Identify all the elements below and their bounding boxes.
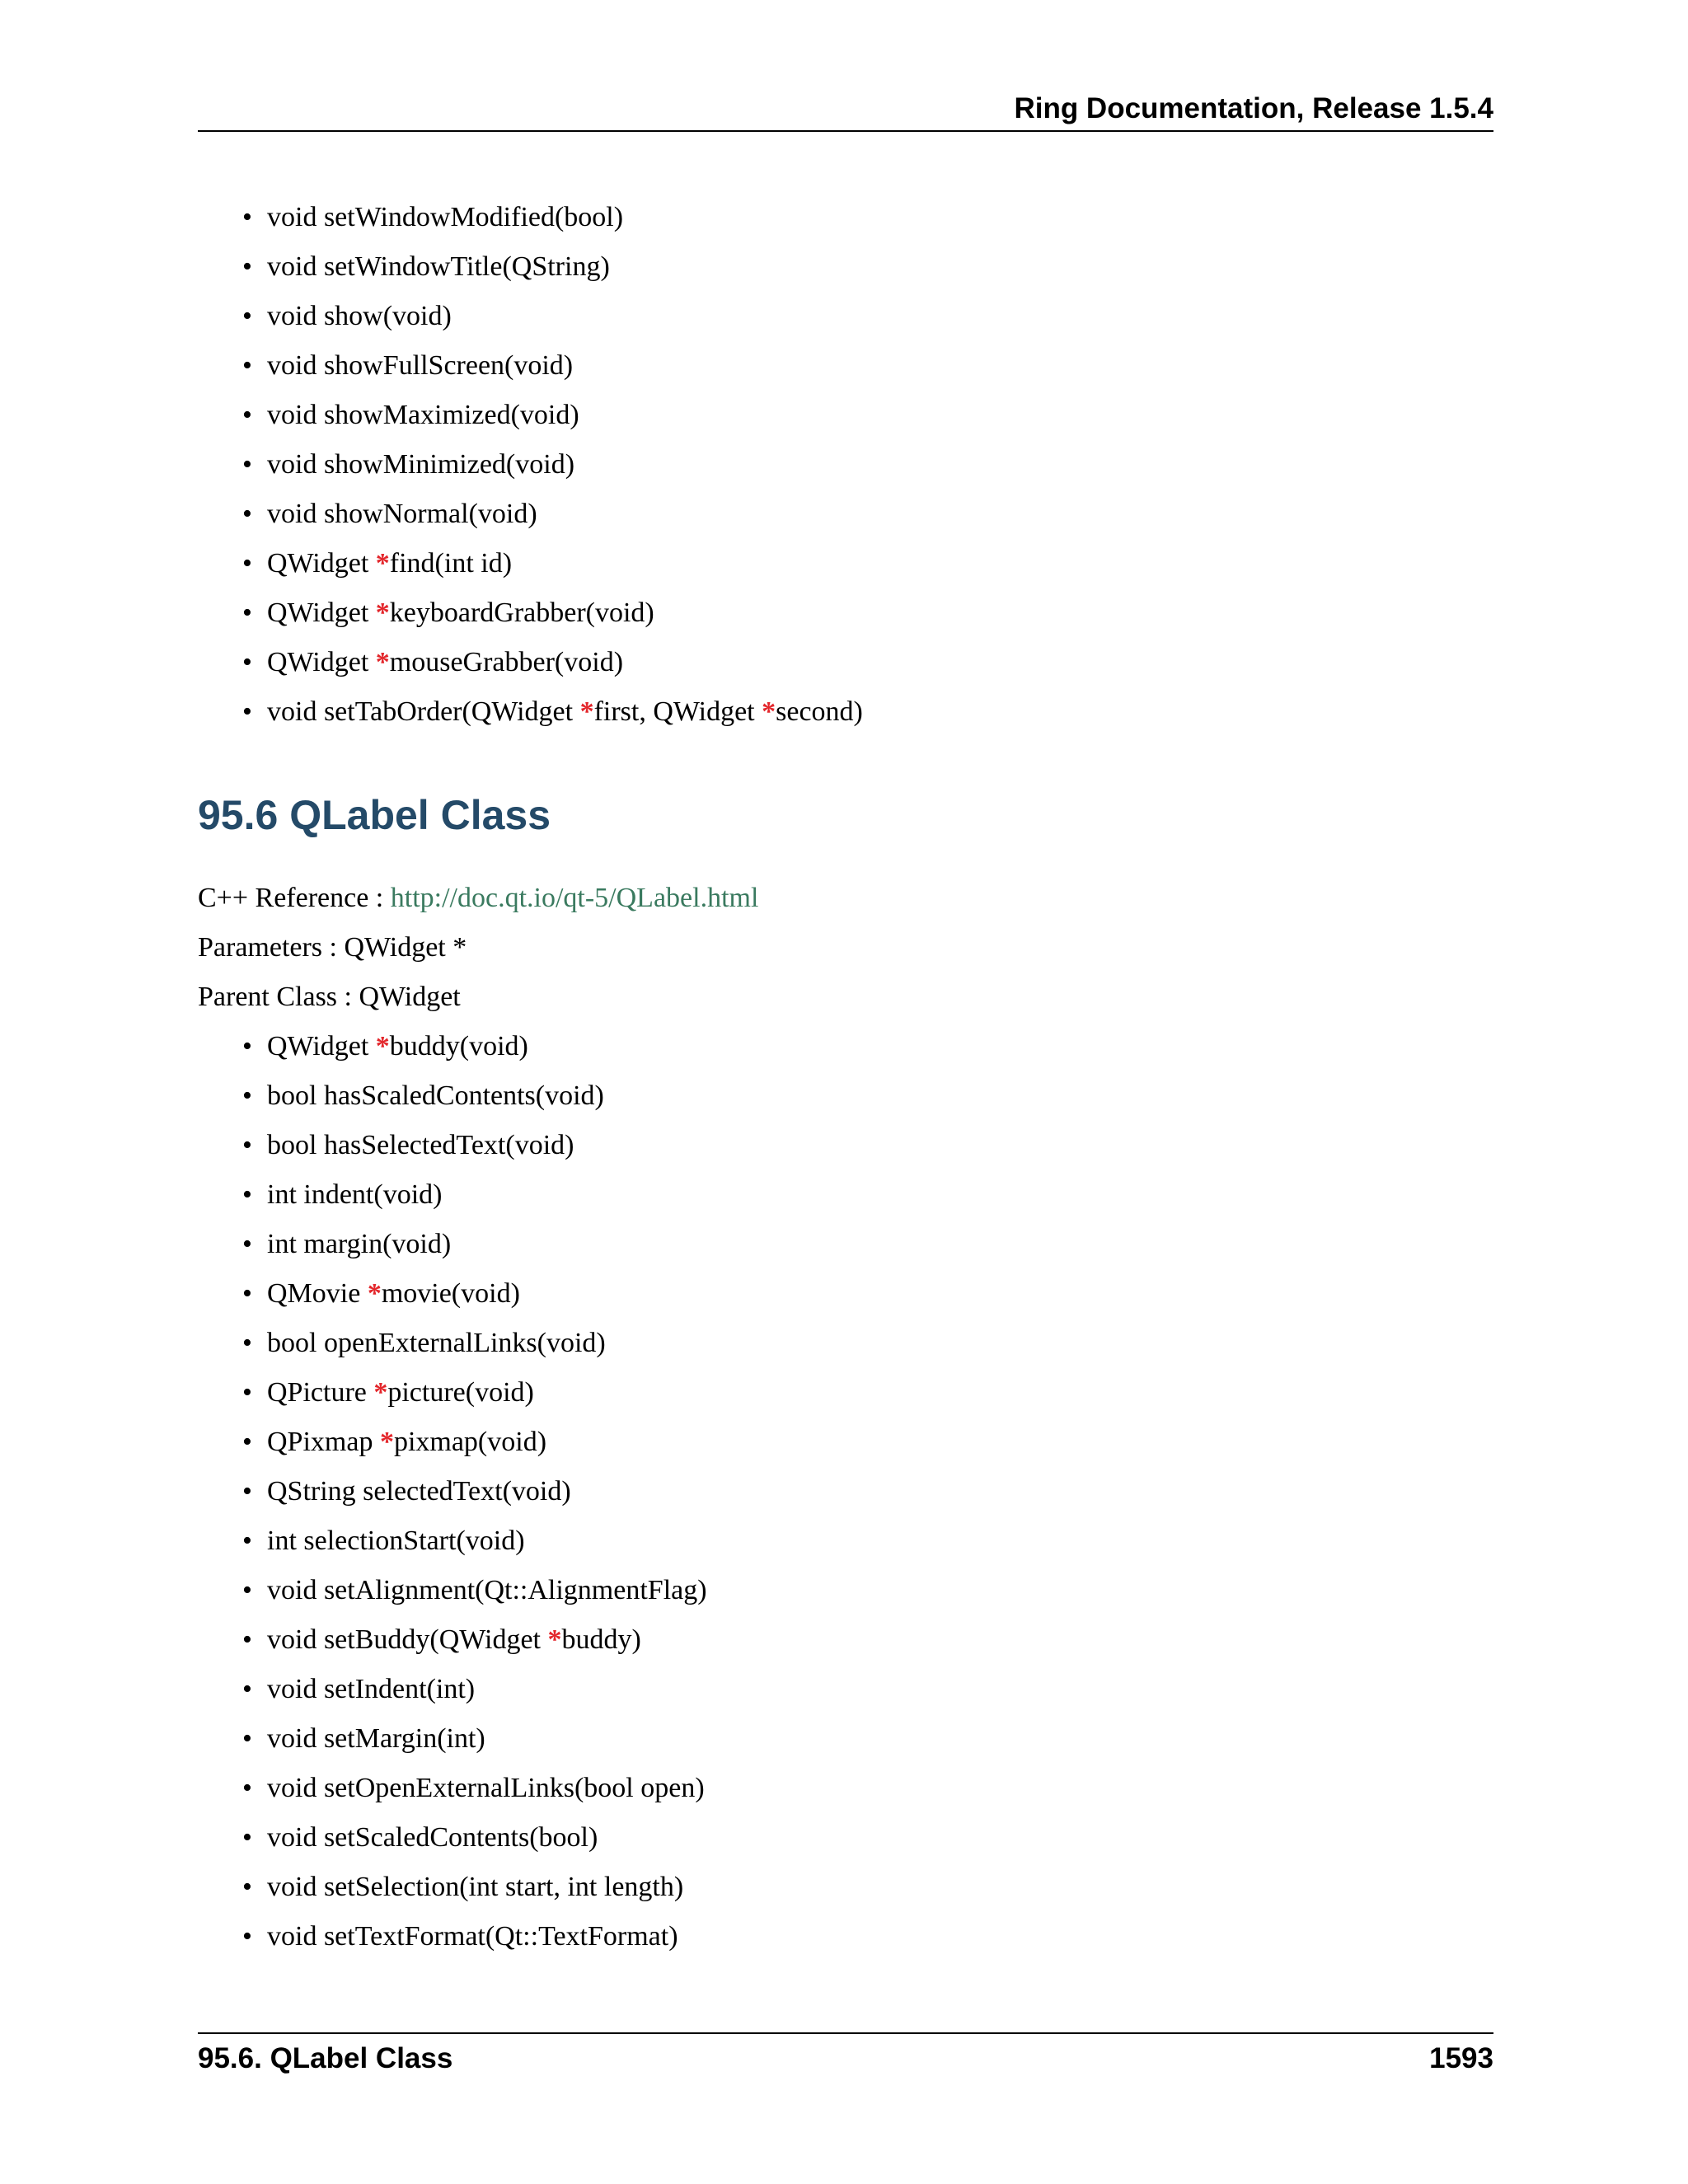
- bullet-icon: •: [242, 1377, 252, 1408]
- method-signature-text: void setOpenExternalLinks(bool open): [267, 1773, 705, 1803]
- method-signature-text: find(int id): [389, 548, 513, 579]
- list-item: [242, 1764, 1396, 1813]
- bullet-icon: •: [242, 1624, 252, 1655]
- bullet-icon: •: [242, 1723, 252, 1754]
- list-item: [242, 193, 1396, 242]
- method-signature-text: QMovie: [267, 1278, 368, 1309]
- bullet-icon: •: [242, 400, 252, 430]
- cpp-reference-link[interactable]: http://doc.qt.io/qt-5/QLabel.html: [390, 883, 759, 913]
- method-signature-text: void setWindowTitle(QString): [267, 251, 610, 282]
- list-item: [242, 1170, 1396, 1220]
- section-heading: 95.6 QLabel Class: [198, 792, 551, 838]
- pointer-asterisk: *: [375, 647, 390, 677]
- method-signature-text: mouseGrabber(void): [389, 647, 624, 677]
- method-list-qlabel: [242, 1022, 1396, 1961]
- method-signature-text: void setSelection(int start, int length): [267, 1872, 684, 1902]
- method-signature-text: void setWindowModified(bool): [267, 202, 624, 232]
- method-signature-text: QWidget: [267, 548, 376, 579]
- pointer-asterisk: *: [379, 1427, 394, 1457]
- method-signature-text: QWidget: [267, 647, 376, 677]
- method-signature-text: bool openExternalLinks(void): [267, 1328, 606, 1358]
- bullet-icon: •: [242, 1080, 252, 1111]
- pointer-asterisk: *: [762, 696, 776, 727]
- list-item: [242, 1071, 1396, 1121]
- method-signature-text: void setScaledContents(bool): [267, 1822, 598, 1853]
- method-signature-text: QString selectedText(void): [267, 1476, 571, 1507]
- list-item: [242, 1368, 1396, 1418]
- pointer-asterisk: *: [367, 1278, 382, 1309]
- bullet-icon: •: [242, 301, 252, 331]
- bullet-icon: •: [242, 647, 252, 677]
- list-item: [242, 1516, 1396, 1566]
- cpp-reference-label: C++ Reference :: [198, 883, 391, 913]
- method-signature-text: void setTextFormat(Qt::TextFormat): [267, 1921, 678, 1952]
- list-item: [242, 1319, 1396, 1368]
- method-signature-text: void showMinimized(void): [267, 449, 575, 480]
- method-signature-text: void setBuddy(QWidget: [267, 1624, 548, 1655]
- bullet-icon: •: [242, 1476, 252, 1507]
- page-header: [198, 91, 1493, 132]
- list-item: [242, 292, 1396, 341]
- list-item: [242, 1220, 1396, 1269]
- list-item: [242, 341, 1396, 391]
- list-item: [242, 1418, 1396, 1467]
- bullet-icon: •: [242, 1179, 252, 1210]
- list-item: [242, 1863, 1396, 1912]
- cpp-reference: [198, 874, 758, 923]
- pointer-asterisk: *: [375, 548, 390, 579]
- list-item: [242, 391, 1396, 440]
- list-item: [242, 1566, 1396, 1615]
- method-signature-text: picture(void): [387, 1377, 534, 1408]
- method-signature-text: pixmap(void): [393, 1427, 547, 1457]
- list-item: [242, 638, 1396, 687]
- pointer-asterisk: *: [375, 598, 390, 628]
- bullet-icon: •: [242, 1773, 252, 1803]
- method-signature-text: keyboardGrabber(void): [389, 598, 654, 628]
- list-item: [242, 1615, 1396, 1665]
- bullet-icon: •: [242, 1328, 252, 1358]
- method-signature-text: void showNormal(void): [267, 499, 537, 529]
- list-item: [242, 1714, 1396, 1764]
- page-footer: [198, 2032, 1493, 2080]
- method-signature-text: void setTabOrder(QWidget: [267, 696, 580, 727]
- bullet-icon: •: [242, 251, 252, 282]
- method-signature-text: first, QWidget: [593, 696, 762, 727]
- method-signature-text: QPixmap: [267, 1427, 380, 1457]
- page-number: 1593: [1429, 2042, 1493, 2074]
- list-item: [242, 588, 1396, 638]
- parameters-line: Parameters : QWidget *: [198, 932, 467, 963]
- pointer-asterisk: *: [579, 696, 594, 727]
- bullet-icon: •: [242, 499, 252, 529]
- method-signature-text: void setAlignment(Qt::AlignmentFlag): [267, 1575, 707, 1605]
- list-item: [242, 440, 1396, 490]
- method-signature-text: movie(void): [381, 1278, 520, 1309]
- bullet-icon: •: [242, 1031, 252, 1062]
- list-item: [242, 1269, 1396, 1319]
- method-signature-text: void showMaximized(void): [267, 400, 579, 430]
- bullet-icon: •: [242, 1526, 252, 1556]
- method-signature-text: buddy): [561, 1624, 641, 1655]
- bullet-icon: •: [242, 350, 252, 381]
- method-signature-text: second): [776, 696, 863, 727]
- method-signature-text: bool hasScaledContents(void): [267, 1080, 604, 1111]
- method-signature-text: bool hasSelectedText(void): [267, 1130, 574, 1160]
- method-signature-text: QWidget: [267, 598, 376, 628]
- list-item: [242, 687, 1396, 737]
- bullet-icon: •: [242, 202, 252, 232]
- method-signature-text: QPicture: [267, 1377, 374, 1408]
- bullet-icon: •: [242, 1872, 252, 1902]
- method-list-qwidget: [242, 193, 1396, 737]
- method-signature-text: void show(void): [267, 301, 452, 331]
- list-item: [242, 1665, 1396, 1714]
- list-item: [242, 539, 1396, 588]
- method-signature-text: QWidget: [267, 1031, 376, 1062]
- method-signature-text: buddy(void): [389, 1031, 528, 1062]
- parent-class-line: Parent Class : QWidget: [198, 982, 461, 1012]
- bullet-icon: •: [242, 1427, 252, 1457]
- bullet-icon: •: [242, 1822, 252, 1853]
- list-item: [242, 1813, 1396, 1863]
- bullet-icon: •: [242, 696, 252, 727]
- list-item: [242, 490, 1396, 539]
- list-item: [242, 242, 1396, 292]
- bullet-icon: •: [242, 1229, 252, 1259]
- method-signature-text: void showFullScreen(void): [267, 350, 574, 381]
- pointer-asterisk: *: [375, 1031, 390, 1062]
- list-item: [242, 1121, 1396, 1170]
- bullet-icon: •: [242, 1575, 252, 1605]
- bullet-icon: •: [242, 1921, 252, 1952]
- bullet-icon: •: [242, 1674, 252, 1704]
- bullet-icon: •: [242, 449, 252, 480]
- list-item: [242, 1912, 1396, 1961]
- method-signature-text: int selectionStart(void): [267, 1526, 525, 1556]
- list-item: [242, 1467, 1396, 1516]
- bullet-icon: •: [242, 1278, 252, 1309]
- document-title: Ring Documentation, Release 1.5.4: [1014, 92, 1493, 124]
- pointer-asterisk: *: [547, 1624, 562, 1655]
- bullet-icon: •: [242, 598, 252, 628]
- method-signature-text: void setIndent(int): [267, 1674, 476, 1704]
- method-signature-text: int margin(void): [267, 1229, 452, 1259]
- bullet-icon: •: [242, 548, 252, 579]
- method-signature-text: int indent(void): [267, 1179, 443, 1210]
- bullet-icon: •: [242, 1130, 252, 1160]
- method-signature-text: void setMargin(int): [267, 1723, 485, 1754]
- footer-section-label: 95.6. QLabel Class: [198, 2042, 453, 2074]
- pointer-asterisk: *: [373, 1377, 388, 1408]
- list-item: [242, 1022, 1396, 1071]
